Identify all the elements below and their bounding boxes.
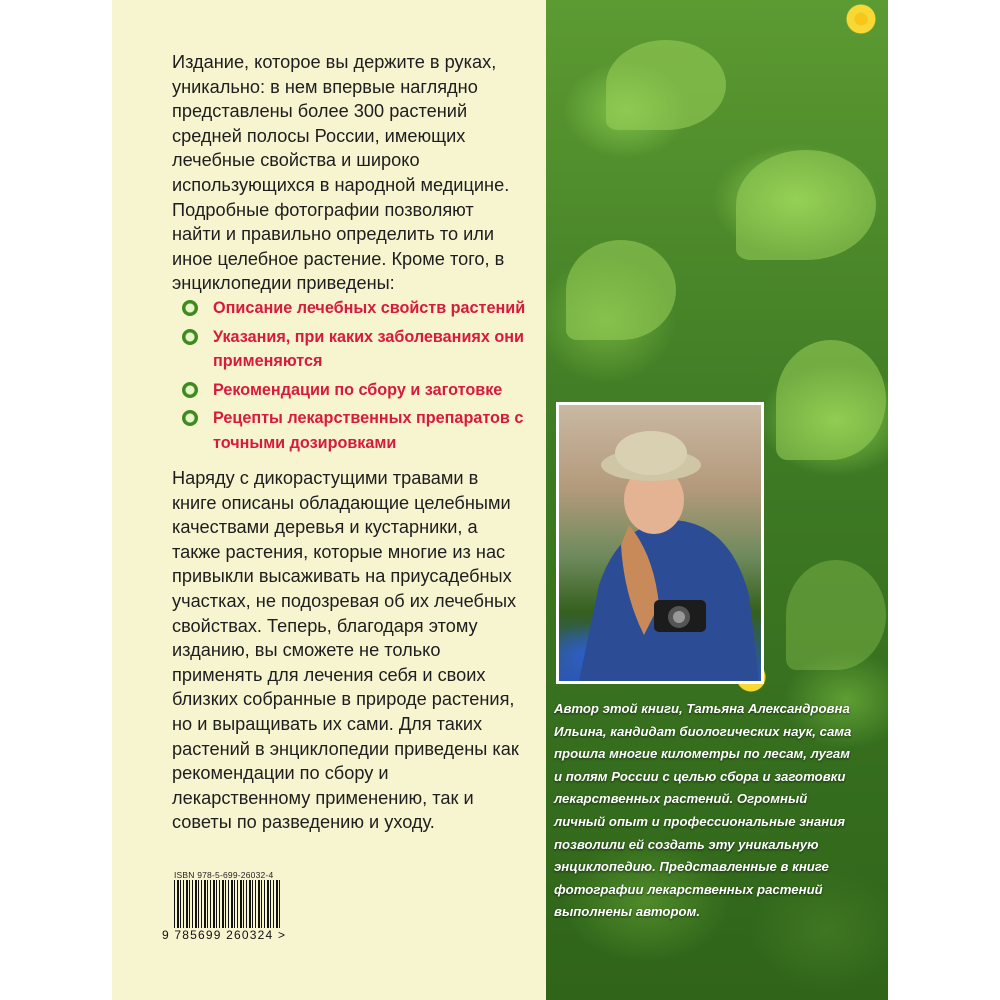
barcode-digits: 9 785699 260324 > <box>162 928 287 942</box>
flower-icon <box>846 4 876 34</box>
feature-text: Указания, при каких заболеваниях они применяются <box>213 327 524 371</box>
bullet-dot-icon <box>182 329 198 345</box>
author-caption: Автор этой книги, Татьяна Александровна Ильина, кандидат биологических наук, сама прошла многие километры по лесам, лугам и полям России с целью сбора и заготовки лекарственных растений. Огромный личный опыт и профессиональные знания позволили ей создать эту уникальную энциклопедию. Представленные в книге фотографии лекарственных растений выполнены автором. <box>554 701 852 920</box>
feature-text: Рекомендации по сбору и заготовке <box>213 380 503 399</box>
leaf-shape <box>566 240 676 340</box>
feature-list <box>182 296 542 460</box>
leaf-shape <box>786 560 886 670</box>
book-back-cover <box>112 0 888 1000</box>
bullet-dot-icon <box>182 300 198 316</box>
feature-text: Описание лечебных свойств растений <box>213 299 526 317</box>
bullet-dot-icon <box>182 410 198 426</box>
description-paragraph: Наряду с дикорастущими травами в книге описаны обладающие целебными качествами деревья и кустарники, а также растения, которые многие из нас привыкли высаживать на приусадебных участках, не подозревая об их лечебных свойствах. Теперь, благодаря этому изданию, вы сможете не только применять для лечения себя и своих близких собранные в природе растения, но и выращивать их сами. Для таких растений в энциклопедии приведены как рекомендации по сбору и лекарственному применению, так и советы по разведению и уходу. <box>172 468 519 833</box>
intro-paragraph: Издание, которое вы держите в руках, уникально: в нем впервые наглядно представлены более 300 растений средней полосы России, имеющих лечебные свойства и широко использующихся в народной медицине. Подробные фотографии позволяют найти и правильно определить то или иное целебное растение. Кроме того, в энциклопедии приведены: <box>172 52 510 294</box>
feature-item <box>182 378 542 403</box>
feature-item <box>182 406 542 455</box>
bullet-dot-icon <box>182 382 198 398</box>
author-figure <box>559 405 761 681</box>
feature-text: Рецепты лекарственных препаратов с точными дозировками <box>213 409 524 452</box>
plant-photo-panel <box>546 0 888 1000</box>
isbn-label: ISBN 978-5-699-26032-4 <box>174 870 274 880</box>
leaf-shape <box>606 40 726 130</box>
author-photo <box>556 402 764 684</box>
leaf-shape <box>736 150 876 260</box>
text-panel <box>112 0 546 1000</box>
feature-item <box>182 325 542 374</box>
barcode-icon <box>174 880 282 928</box>
feature-item <box>182 296 542 321</box>
leaf-shape <box>776 340 886 460</box>
